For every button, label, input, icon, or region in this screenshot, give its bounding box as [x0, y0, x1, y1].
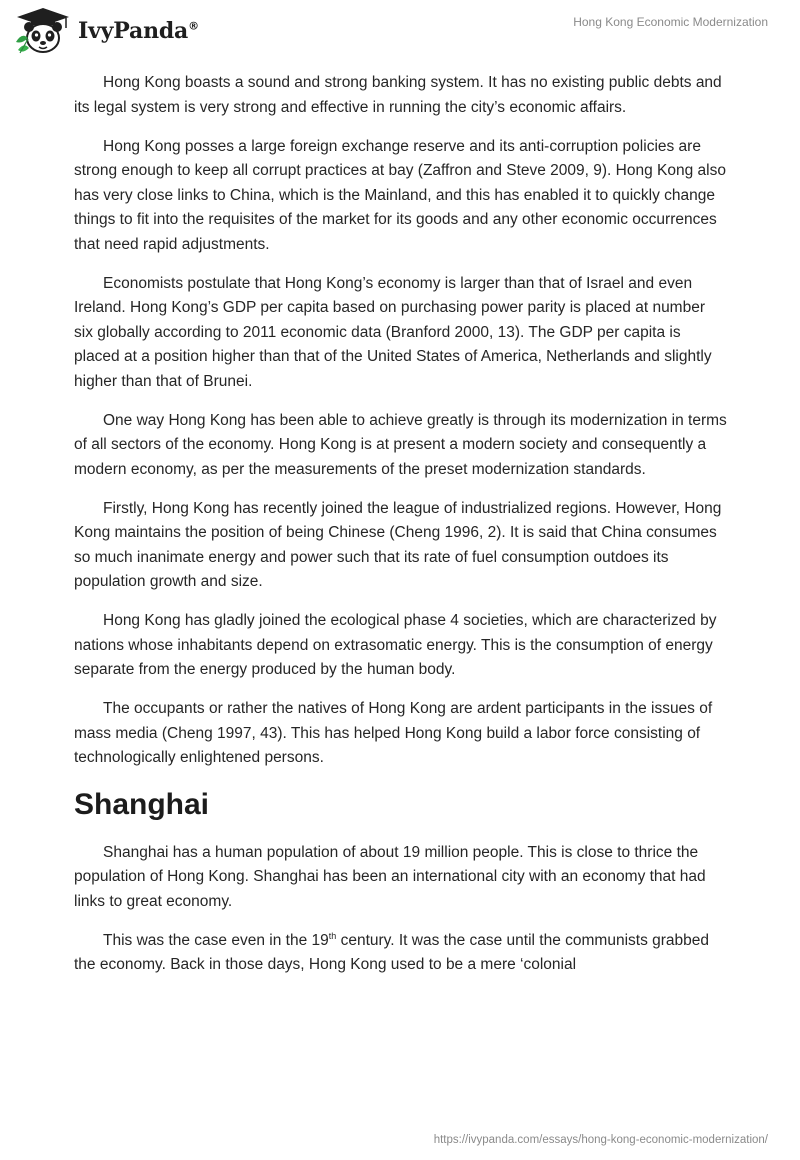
logo-wordmark: [78, 18, 199, 44]
ordinal-superscript: th: [328, 930, 337, 941]
ivypanda-logo[interactable]: [14, 6, 199, 56]
shanghai-paragraph-2-end: century. It was the case until the communists grabbed the economy. Back in those days, Hong Kong used to be a mere ‘colonial: [74, 931, 710, 973]
paragraph-4: One way Hong Kong has been able to achieve greatly is through its modernization in terms of all sectors of the economy. Hong Kong is at present a modern society and consequently a modern economy, as per the measurements of the preset modernization standards.: [74, 411, 727, 478]
shanghai-paragraph-1: Shanghai has a human population of about 19 million people. This is close to thrice the population of Hong Kong. Shanghai has been an international city with an economy that had links to great economy.: [74, 843, 706, 910]
source-url[interactable]: https://ivypanda.com/essays/hong-kong-economic-modernization/: [433, 1134, 768, 1146]
paragraph-2: Hong Kong posses a large foreign exchange reserve and its anti-corruption policies are strong enough to keep all corrupt practices at bay (Zaffron and Steve 2009, 9). Hong Kong also has very close links to China, which is the Mainland, and this has enabled it to quickly change things to fit into the requisites of the market for its goods and any other economic occurrences that need rapid adjustments.: [74, 137, 726, 253]
paragraph-3: Economists postulate that Hong Kong’s economy is larger than that of Israel and even Ireland. Hong Kong’s GDP per capita based on purchasing power parity is placed at number six globally according to 2011 economic data (Branford 2000, 13). The GDP per capita is placed at a position higher than that of the United States of America, Netherlands and slightly higher than that of Brunei.: [74, 274, 712, 390]
panda-graduate-icon: [14, 6, 72, 56]
paragraph-7: The occupants or rather the natives of Hong Kong are ardent participants in the issues of mass media (Cheng 1997, 43). This has helped Hong Kong build a labor force consisting of technologically enlightened persons.: [74, 700, 713, 766]
shanghai-paragraph-2: [74, 929, 728, 978]
section-heading-shanghai: Shanghai: [74, 787, 210, 821]
paragraph-6: Hong Kong has gladly joined the ecological phase 4 societies, which are characterized by nations whose inhabitants depend on extrasomatic energy. This is the consumption of energy separate from the energy produced by the human body.: [74, 612, 717, 678]
shanghai-paragraph-2-start: This was the case even in the 19: [103, 931, 329, 949]
paragraph-5: Firstly, Hong Kong has recently joined the league of industrialized regions. However, Hong Kong maintains the position of being Chinese (Cheng 1996, 2). It is said that China consumes so much inanimate energy and power such that its rate of fuel consumption outdoes its population growth and size.: [74, 499, 722, 590]
page-header: [0, 0, 800, 62]
registered-mark: ®: [188, 19, 199, 33]
document-title: Hong Kong Economic Modernization: [573, 15, 768, 29]
essay-body: [74, 71, 728, 992]
paragraph-1: Hong Kong boasts a sound and strong banking system. It has no existing public debts and its legal system is very strong and effective in running the city’s economic affairs.: [74, 74, 722, 116]
logo-text: IvyPanda: [78, 18, 189, 44]
